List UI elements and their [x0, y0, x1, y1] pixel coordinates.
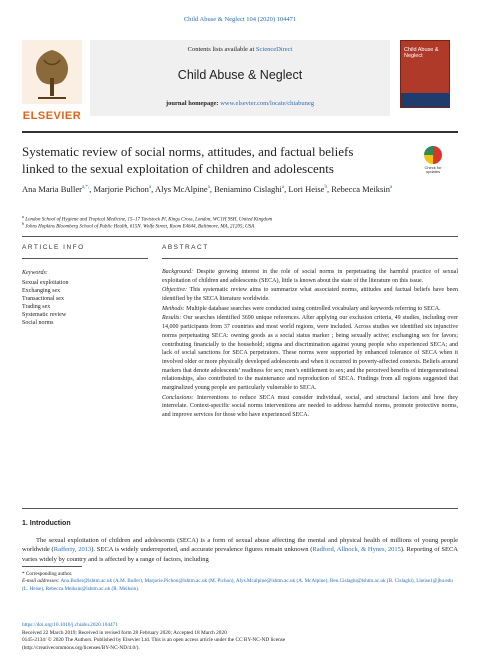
article-footer	[22, 622, 458, 653]
homepage-link[interactable]: www.elsevier.com/locate/chiabuneg	[220, 100, 314, 107]
contents-line	[90, 46, 390, 53]
masthead-rule	[22, 131, 458, 133]
abstract-label: Objective:	[162, 287, 187, 294]
article-title: Systematic review of social norms, attitudes, and factual beliefs linked to the sexual exploitation of children and adolescents	[22, 144, 354, 176]
email-note	[22, 578, 458, 593]
abstract-paragraph	[162, 314, 458, 392]
abstract-label: Results:	[162, 315, 182, 322]
cover-band	[401, 93, 449, 107]
cover-title: Child Abuse & Neglect	[404, 47, 439, 60]
author-sup: a	[207, 185, 210, 191]
affiliation-sup: a	[22, 214, 24, 219]
journal-title: Child Abuse & Neglect	[177, 68, 303, 82]
journal-masthead	[22, 32, 458, 124]
elsevier-tree-logo-icon	[22, 40, 82, 104]
crossmark-badge[interactable]	[420, 146, 446, 180]
author-name[interactable]: Rebecca Meiksin	[331, 184, 390, 194]
keywords-label: Keywords:	[22, 270, 48, 276]
intro-text: The sexual exploitation of children and adolescents (SECA) is a form of sexual abuse affecting the mental and physical health of millions of young people worldwide (	[22, 537, 458, 554]
intro-paragraph	[22, 536, 458, 564]
abstract-text: This systematic review aims to summarize what associated norms, attitudes and factual beliefs have been identified by the SECA literature worldwide.	[162, 287, 458, 303]
author-name[interactable]: Ana Maria Buller	[22, 184, 82, 194]
doi-link[interactable]: https://doi.org/10.1016/j.chiabu.2020.104471	[22, 622, 118, 628]
intro-text: ). Reporting of SECA varies widely by country and is affected by a range of factors, including	[22, 546, 458, 563]
affiliation-sup: b	[22, 221, 24, 226]
footnotes	[22, 571, 458, 593]
abstract-paragraph	[162, 286, 458, 303]
corresponding-author-note: * Corresponding author.	[22, 571, 73, 577]
contents-prefix: Contents lists available at	[187, 46, 256, 53]
author-name[interactable]: Marjorie Pichon	[93, 184, 149, 194]
author-sup: a	[281, 185, 285, 191]
license-text: 0145-2134/ © 2020 The Authors. Published by Elsevier Ltd. This is an open access article under the CC BY-NC-ND license	[22, 637, 286, 644]
keyword: Exchanging sex	[22, 288, 61, 295]
abstract-text: Interventions to reduce SECA must consider individual, social, and structural factors and how they interrelate. Context-specific social norms interventions are needed to address harmful norms, promote protective norms, and improve services for those who have experienced SECA.	[162, 394, 458, 418]
email-label: E-mail addresses:	[22, 578, 60, 585]
citation-link[interactable]: Rafferty, 2013	[53, 546, 92, 554]
author-sup: a	[389, 185, 393, 191]
author-list: Ana Maria Buller$^{a,*,}$, Marjorie Pichon$^a$, Alys McAlpine$^a$, Beniamino Cislaghi$^a$, Lori Heise$^b$, Rebecca Meiksin$^a$	[22, 184, 393, 194]
keyword-list	[22, 279, 142, 328]
affiliation-text: Johns Hopkins Bloomberg School of Public Health, 615N. Wolfe Street, Room E4644, Baltimore, MA, 21205, USA	[25, 224, 255, 230]
abstract-paragraph	[162, 394, 458, 420]
journal-cover	[400, 40, 450, 108]
publisher-logo-text: ELSEVIER	[22, 110, 82, 122]
abstract-paragraph	[162, 268, 458, 285]
abstract-text: Our searches identified 3690 unique references. After applying our exclusion criteria, 49 studies, including over 14,000 participants from 37 countries and most world regions, were included. Across studies we identified six injunctive norms perpetuating SECA: owning goods as a social status marker ; being sexually active; exchanging sex for favors; contributing financially to the household; stigma and discrimination against young people who experienced SECA; and lack of social sanctions for SECA perpetrators. These norms were supported by enhanced tolerance of SECA when it involved older or more physically developed adolescents and when it occurred in poverty-affected contexts. Beliefs around markers that denote adolescents’ readiness for sex; men’s entitlement to sex; and the perceived benefits of intergenerational relationships, also contributed to the maintenance and reproduction of SECA. Findings from all regions suggested that marginalized young people are particularly vulnerable to SECA.	[162, 315, 459, 391]
keyword: Social norms	[22, 320, 54, 327]
sciencedirect-link[interactable]: ScienceDirect	[255, 46, 293, 53]
keyword: Trading sex	[22, 304, 51, 311]
divider	[22, 508, 458, 509]
divider	[162, 258, 458, 259]
divider	[22, 258, 148, 259]
homepage-line	[90, 100, 390, 107]
abstract-label: Background:	[162, 269, 194, 275]
crossmark-icon	[424, 146, 442, 164]
abstract-paragraph	[162, 305, 458, 314]
abstract-text: Despite growing interest in the role of social norms in perpetuating the harmful practice of sexual exploitation of children and adolescents (SECA), little is known about the state of the literature on this issue.	[162, 269, 458, 284]
running-head[interactable]: Child Abuse & Neglect 104 (2020) 104471	[183, 16, 297, 23]
journal-banner	[90, 40, 390, 116]
citation-link[interactable]: Radford, Allnock, & Hynes, 2015	[312, 546, 401, 554]
intro-text: ). SECA is widely underreported, and accurate prevalence figures remain unknown (	[91, 546, 313, 554]
abstract-label: Conclusions:	[162, 394, 194, 401]
keyword: Systematic review	[22, 312, 67, 319]
footnote-rule	[22, 566, 82, 567]
author-name[interactable]: Beniamino Cislaghi	[214, 184, 282, 194]
affiliation	[22, 221, 458, 231]
keyword: Sexual exploitation	[22, 280, 69, 286]
license-url[interactable]: (http://creativecommons.org/licenses/BY-NC-ND/4.0/).	[22, 645, 140, 652]
author-name[interactable]: Alys McAlpine	[154, 184, 208, 194]
author-name[interactable]: Lori Heise	[288, 184, 325, 194]
author-sup: a,*,	[81, 185, 90, 191]
homepage-prefix: journal homepage:	[166, 100, 221, 107]
received-dates: Received 22 March 2019; Received in revised form 28 February 2020; Accepted 18 March 2020	[22, 629, 227, 636]
author-sup: a	[148, 185, 152, 191]
divider	[22, 236, 458, 237]
keyword: Transactional sex	[22, 296, 64, 303]
abstract-label: Methods:	[162, 305, 185, 312]
email-addresses[interactable]: Ana.Buller@lshtm.ac.uk (A.M. Buller), Marjorie.Pichon@lshtm.ac.uk (M. Pichon), Alys.Mcalpine@lshtm.ac.uk (A. McAlpine), Ben.Cislaghi@lshtm.ac.uk (B. Cislaghi), Lheise1@jhu.edu (L. Heise), Rebecca.Meiksin@lshtm.ac.uk (R. Meiksin).	[22, 578, 453, 592]
abstract-body	[162, 268, 458, 421]
article-info-heading: ARTICLE INFO	[22, 244, 85, 251]
section-heading-introduction: 1. Introduction	[22, 520, 71, 527]
affiliation-text: London School of Hygiene and Tropical Medicine, 15–17 Tavistock Pl, Kings Cross, London, WC1H 9SH, United Kingdom	[25, 217, 273, 223]
author-sup: b	[324, 185, 327, 191]
abstract-heading: ABSTRACT	[162, 244, 209, 251]
abstract-text: Multiple database searches were conducted using controlled vocabulary and keywords referring to SECA.	[184, 305, 441, 312]
crossmark-label: Check for updates	[424, 165, 442, 175]
